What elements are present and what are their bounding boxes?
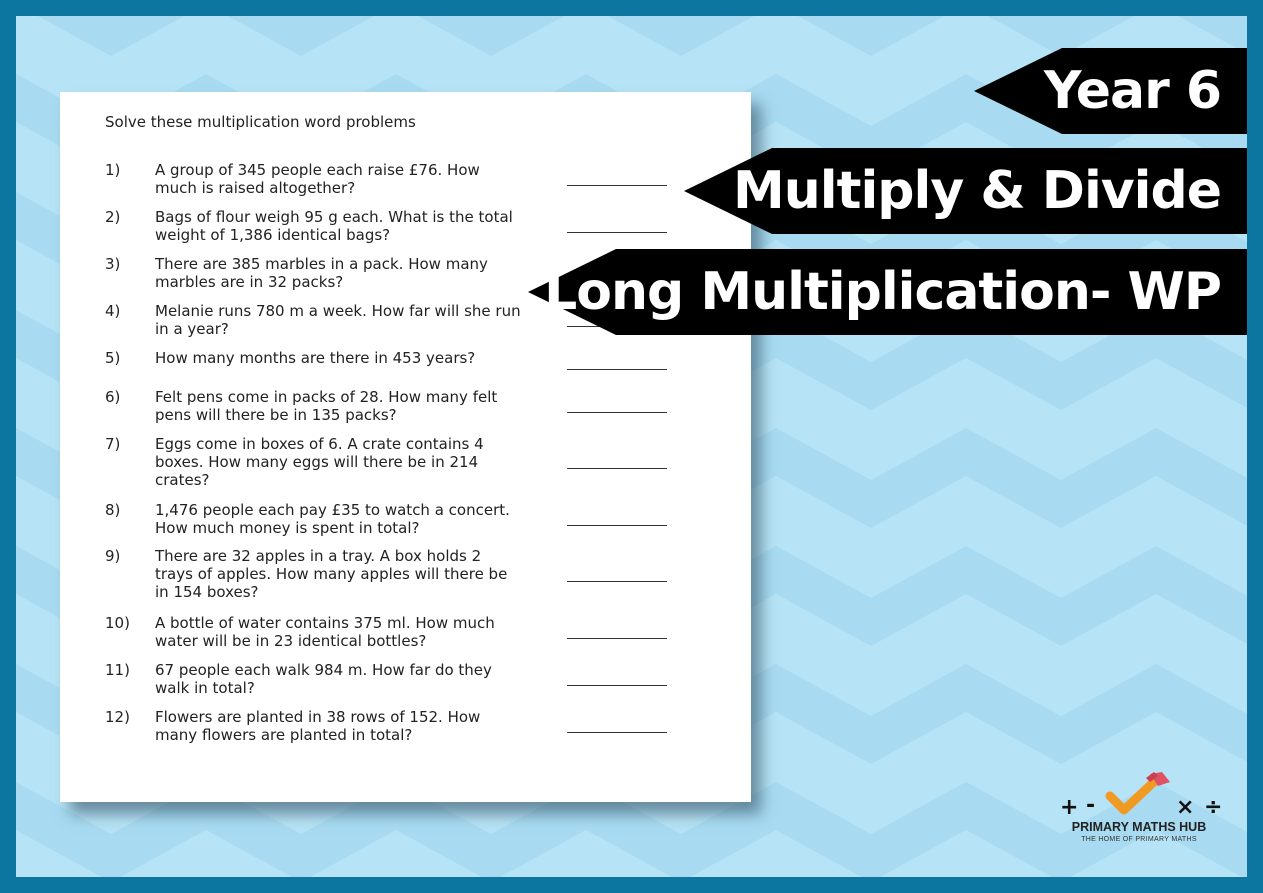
question-text: A group of 345 people each raise £76. How much is raised altogether?: [155, 161, 480, 197]
question-text: A bottle of water contains 375 ml. How much water will be in 23 identical bottles?: [155, 614, 495, 650]
answer-line[interactable]: [567, 369, 667, 370]
logo-name: PRIMARY MATHS HUB: [1071, 820, 1207, 834]
year-label: Year 6: [1043, 61, 1221, 121]
answer-line[interactable]: [567, 732, 667, 733]
logo-mark: [1046, 768, 1232, 820]
logo-tagline: THE HOME OF PRIMARY MATHS: [1081, 836, 1197, 843]
question-number: 11): [105, 661, 130, 679]
answer-line[interactable]: [567, 581, 667, 582]
topic-banner: [684, 148, 1247, 234]
question-number: 4): [105, 302, 121, 320]
lesson-label: Long Multiplication- WP: [544, 262, 1221, 322]
minus-icon: -: [1086, 793, 1096, 818]
question-number: 12): [105, 708, 130, 726]
question-number: 8): [105, 501, 121, 519]
worksheet-heading: Solve these multiplication word problems: [105, 113, 416, 131]
check-icon: [1110, 778, 1158, 810]
plus-icon: +: [1060, 795, 1079, 820]
answer-line[interactable]: [567, 468, 667, 469]
answer-line[interactable]: [567, 525, 667, 526]
question-number: 10): [105, 614, 130, 632]
question-number: 5): [105, 349, 121, 367]
slide-canvas: [16, 16, 1247, 877]
answer-line[interactable]: [567, 638, 667, 639]
answer-line[interactable]: [567, 685, 667, 686]
year-banner: [974, 48, 1247, 134]
question-text: Eggs come in boxes of 6. A crate contains 4 boxes. How many eggs will there be in 214 crates?: [155, 435, 484, 489]
answer-line[interactable]: [567, 185, 667, 186]
worksheet-page: [60, 92, 751, 802]
question-text: Bags of flour weigh 95 g each. What is the total weight of 1,386 identical bags?: [155, 208, 513, 244]
question-text: 67 people each walk 984 m. How far do they walk in total?: [155, 661, 492, 697]
question-text: Melanie runs 780 m a week. How far will she run in a year?: [155, 302, 521, 338]
divide-icon: ÷: [1204, 795, 1223, 820]
question-text: How many months are there in 453 years?: [155, 349, 476, 367]
answer-line[interactable]: [567, 412, 667, 413]
question-text: 1,476 people each pay £35 to watch a concert. How much money is spent in total?: [155, 501, 510, 537]
question-text: There are 32 apples in a tray. A box holds 2 trays of apples. How many apples will there be in 154 boxes?: [155, 547, 508, 601]
topic-label: Multiply & Divide: [733, 161, 1221, 221]
primary-maths-hub-logo: [1046, 768, 1232, 848]
question-number: 6): [105, 388, 121, 406]
multiply-icon: ×: [1176, 795, 1195, 820]
question-number: 2): [105, 208, 121, 226]
question-number: 7): [105, 435, 121, 453]
question-text: Flowers are planted in 38 rows of 152. How many flowers are planted in total?: [155, 708, 481, 744]
lesson-banner: [528, 249, 1247, 335]
question-text: There are 385 marbles in a pack. How many marbles are in 32 packs?: [155, 255, 488, 291]
answer-line[interactable]: [567, 232, 667, 233]
question-number: 9): [105, 547, 121, 565]
question-text: Felt pens come in packs of 28. How many felt pens will there be in 135 packs?: [155, 388, 498, 424]
question-number: 1): [105, 161, 121, 179]
question-number: 3): [105, 255, 121, 273]
